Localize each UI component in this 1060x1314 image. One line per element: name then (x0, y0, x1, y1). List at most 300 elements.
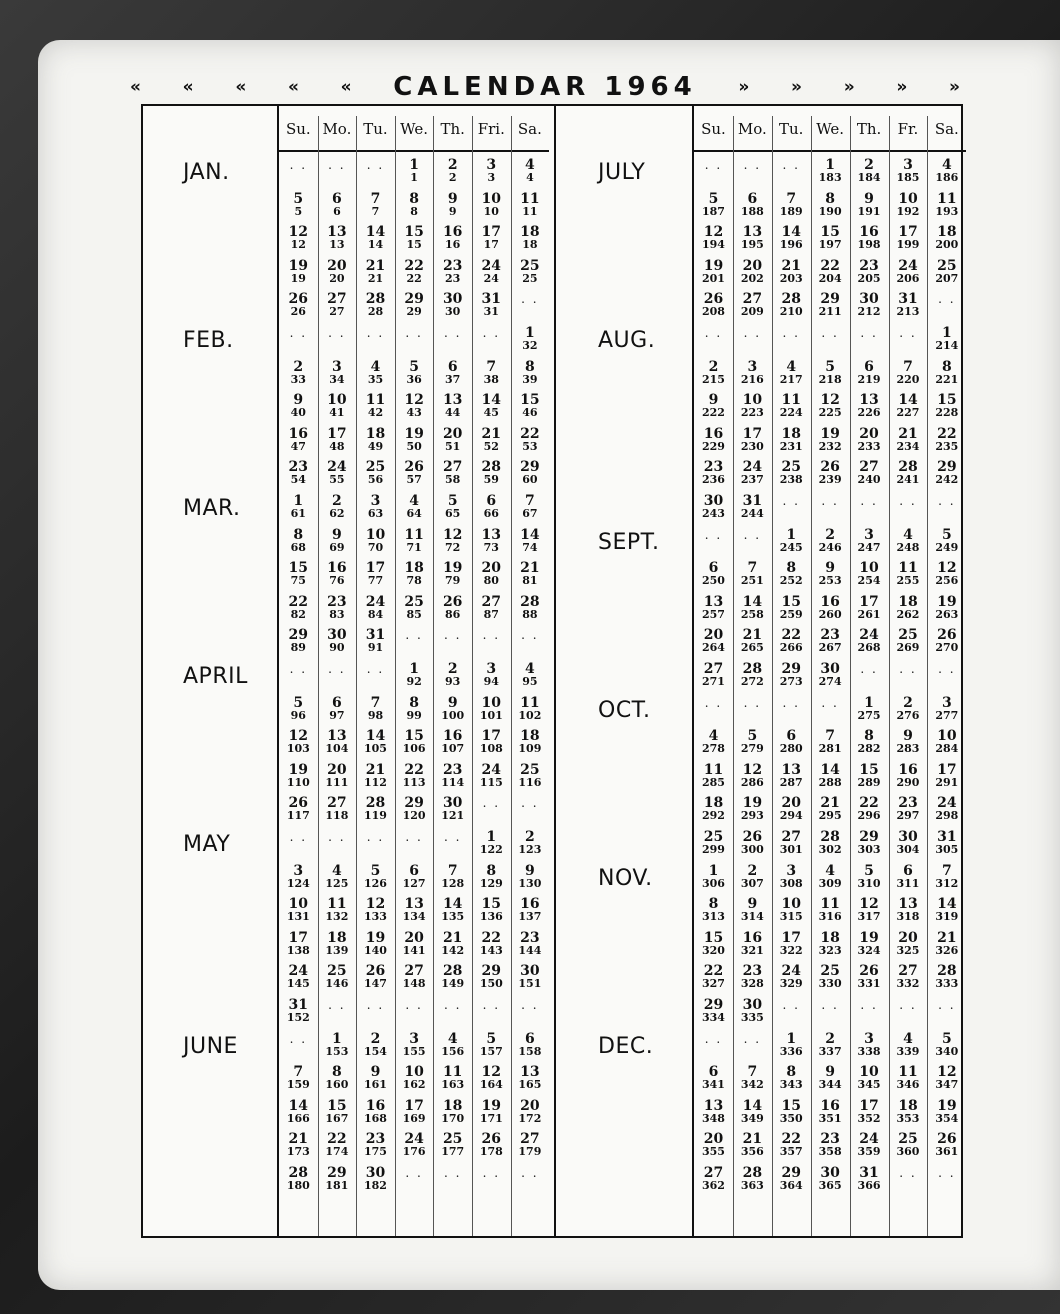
day-number: 7 (293, 1064, 304, 1081)
day-number: 28 (288, 1165, 309, 1181)
day-number: 4 (903, 1030, 913, 1047)
day-number: 31 (898, 291, 918, 308)
day-of-year-number: 224 (779, 406, 803, 420)
day-of-year-number: 267 (818, 641, 842, 655)
calendar-day-cell (694, 998, 733, 1024)
day-of-year-number: 59 (483, 473, 499, 487)
day-number: 6 (786, 728, 797, 745)
calendar-day-cell (356, 393, 395, 419)
day-number: 26 (859, 963, 879, 980)
calendar-day-cell (889, 696, 928, 722)
calendar-day-cell (279, 427, 318, 453)
day-number: 16 (442, 728, 463, 745)
day-number: 3 (486, 157, 497, 173)
calendar-title: CALENDAR 1964 (393, 72, 697, 102)
day-of-year-number: 64 (406, 507, 422, 520)
calendar-day-cell (511, 259, 550, 285)
empty-day-placeholder: . . (328, 998, 346, 1012)
calendar-day-cell (511, 830, 550, 856)
calendar-day-cell (694, 393, 733, 419)
day-number: 29 (781, 1165, 801, 1181)
day-of-year-number: 273 (779, 675, 803, 688)
day-of-year-number: 309 (818, 876, 842, 890)
day-of-year-number: 118 (325, 809, 349, 823)
calendar-day-cell (850, 494, 889, 508)
calendar-title-bar (130, 70, 960, 104)
calendar-day-cell (395, 360, 434, 386)
day-number: 23 (820, 627, 840, 644)
calendar-day-cell (395, 931, 434, 957)
day-number: 6 (332, 694, 342, 711)
day-of-year-number: 366 (857, 1179, 881, 1192)
day-number: 22 (781, 1131, 801, 1148)
month-name: AUG. (598, 328, 656, 353)
day-number: 19 (937, 1097, 957, 1114)
calendar-day-cell (318, 897, 357, 923)
day-number: 18 (404, 560, 424, 577)
empty-day-placeholder: . . (366, 830, 385, 844)
day-number: 29 (404, 291, 424, 308)
day-number: 17 (404, 1097, 424, 1114)
calendar-day-cell (318, 360, 357, 386)
calendar-day-cell (733, 830, 772, 856)
day-number: 25 (781, 459, 801, 476)
right-chevron-mark: » (791, 77, 803, 97)
day-of-year-number: 260 (818, 607, 842, 621)
day-number: 5 (409, 358, 419, 375)
day-number: 18 (442, 1097, 463, 1114)
day-number: 2 (447, 661, 458, 677)
day-number: 3 (941, 694, 952, 711)
day-of-year-number: 116 (518, 775, 542, 789)
calendar-day-cell (395, 326, 434, 340)
calendar-day-cell (472, 1099, 511, 1125)
calendar-day-cell (395, 192, 434, 218)
day-of-year-number: 340 (935, 1044, 959, 1058)
calendar-day-cell (694, 460, 733, 486)
calendar-day-cell (472, 998, 511, 1012)
day-of-year-number: 40 (290, 406, 306, 420)
right-chevron-mark: » (949, 77, 960, 97)
calendar-day-cell (279, 662, 318, 676)
day-number: 29 (404, 795, 424, 812)
day-of-year-number: 167 (325, 1111, 349, 1125)
day-of-year-number: 313 (701, 910, 725, 924)
calendar-day-cell (511, 897, 550, 923)
calendar-day-cell (772, 964, 811, 990)
day-of-year-number: 84 (367, 607, 384, 621)
day-number: 3 (293, 862, 304, 879)
calendar-day-cell (927, 864, 966, 890)
day-of-year-number: 326 (935, 943, 959, 957)
calendar-day-cell (511, 1065, 550, 1091)
calendar-day-cell (850, 628, 889, 654)
calendar-day-cell (395, 729, 434, 755)
empty-day-placeholder: . . (328, 830, 346, 844)
empty-day-placeholder: . . (405, 326, 423, 340)
day-number: 10 (742, 392, 763, 409)
day-number: 27 (442, 459, 463, 476)
calendar-day-cell (356, 460, 395, 486)
day-number: 17 (781, 929, 801, 946)
calendar-day-cell (850, 662, 889, 676)
calendar-day-cell (850, 864, 889, 890)
calendar-day-cell (733, 897, 772, 923)
day-of-year-number: 148 (402, 977, 426, 991)
empty-day-placeholder: . . (938, 1166, 956, 1180)
empty-day-placeholder: . . (821, 998, 839, 1012)
day-number: 5 (293, 190, 304, 207)
day-number: 6 (409, 862, 419, 879)
day-of-year-number: 124 (286, 876, 310, 890)
day-number: 5 (941, 526, 952, 543)
day-number: 25 (404, 593, 424, 610)
day-of-year-number: 139 (325, 943, 349, 957)
calendar-day-cell (356, 998, 395, 1012)
calendar-day-cell (318, 595, 357, 621)
day-number: 15 (520, 392, 540, 409)
calendar-day-cell (927, 225, 966, 251)
day-of-year-number: 168 (364, 1111, 387, 1125)
day-number: 24 (937, 795, 957, 812)
day-number: 3 (864, 1030, 874, 1047)
day-of-year-number: 269 (896, 641, 920, 655)
calendar-day-cell (356, 964, 395, 990)
day-of-year-number: 182 (364, 1179, 387, 1192)
day-number: 10 (365, 526, 386, 543)
calendar-day-cell (279, 460, 318, 486)
day-of-year-number: 44 (445, 406, 461, 420)
day-of-year-number: 18 (522, 238, 538, 252)
day-number: 29 (703, 997, 724, 1013)
calendar-day-cell (433, 460, 472, 486)
calendar-day-cell (694, 595, 733, 621)
day-number: 26 (820, 459, 840, 476)
calendar-day-cell (733, 662, 772, 688)
calendar-day-cell (927, 158, 966, 184)
calendar-day-cell (356, 1132, 395, 1158)
day-of-year-number: 134 (402, 910, 426, 924)
day-number: 17 (481, 728, 502, 745)
calendar-day-cell (927, 360, 966, 386)
calendar-day-cell (733, 326, 772, 340)
day-of-year-number: 50 (406, 439, 422, 453)
day-number: 6 (903, 862, 913, 879)
calendar-day-cell (433, 393, 472, 419)
calendar-day-cell (395, 225, 434, 251)
left-chevron-mark: « (130, 77, 141, 97)
calendar-day-cell (433, 1166, 472, 1180)
calendar-day-cell (318, 292, 357, 318)
calendar-day-cell (889, 1065, 928, 1091)
weekday-header: Th. (440, 120, 465, 138)
day-number: 19 (820, 425, 840, 442)
calendar-day-cell (279, 628, 318, 654)
day-of-year-number: 131 (286, 910, 310, 924)
calendar-day-cell (511, 1032, 550, 1058)
day-of-year-number: 86 (445, 607, 461, 621)
calendar-day-cell (772, 662, 811, 688)
day-number: 9 (903, 728, 913, 745)
right-chevron-mark: » (896, 77, 908, 97)
day-of-year-number: 145 (286, 977, 310, 991)
day-of-year-number: 152 (286, 1011, 310, 1024)
calendar-day-cell (889, 1132, 928, 1158)
day-of-year-number: 99 (406, 708, 422, 722)
day-of-year-number: 72 (445, 540, 461, 554)
day-number: 2 (864, 157, 874, 173)
day-of-year-number: 352 (857, 1111, 881, 1125)
calendar-day-cell (927, 998, 966, 1012)
calendar-day-cell (927, 830, 966, 856)
calendar-day-cell (356, 796, 395, 822)
day-number: 7 (370, 190, 381, 207)
day-of-year-number: 45 (483, 406, 499, 420)
calendar-day-cell (395, 1065, 434, 1091)
calendar-day-cell (772, 796, 811, 822)
day-of-year-number: 133 (364, 910, 387, 924)
calendar-day-cell (733, 561, 772, 587)
calendar-day-cell (395, 628, 434, 642)
calendar-day-cell (511, 864, 550, 890)
day-of-year-number: 125 (325, 876, 349, 890)
calendar-day-cell (356, 528, 395, 554)
day-of-year-number: 92 (406, 675, 422, 688)
day-number: 15 (859, 761, 879, 778)
day-of-year-number: 41 (329, 406, 345, 420)
day-of-year-number: 28 (367, 305, 384, 319)
calendar-day-cell (318, 830, 357, 844)
calendar-day-cell (433, 897, 472, 923)
day-of-year-number: 47 (290, 439, 306, 453)
day-number: 31 (859, 1165, 879, 1181)
day-number: 10 (288, 896, 309, 913)
calendar-day-cell (356, 696, 395, 722)
day-of-year-number: 88 (522, 607, 538, 621)
day-number: 29 (781, 661, 801, 677)
day-number: 25 (937, 257, 957, 274)
calendar-day-cell (850, 528, 889, 554)
day-number: 4 (786, 358, 797, 375)
calendar-day-cell (395, 427, 434, 453)
calendar-day-cell (694, 628, 733, 654)
calendar-day-cell (395, 393, 434, 419)
empty-day-placeholder: . . (521, 1166, 539, 1180)
day-number: 18 (703, 795, 724, 812)
day-number: 18 (781, 425, 801, 442)
calendar-day-cell (811, 662, 850, 688)
day-of-year-number: 3 (487, 171, 496, 184)
calendar-day-cell (395, 998, 434, 1012)
calendar-day-cell (772, 225, 811, 251)
day-of-year-number: 104 (325, 742, 349, 756)
day-number: 22 (327, 1131, 347, 1148)
day-of-year-number: 216 (740, 372, 764, 386)
day-of-year-number: 29 (406, 305, 422, 319)
calendar-day-cell (733, 494, 772, 520)
right-chevron-mark: » (843, 77, 855, 97)
day-number: 5 (447, 493, 458, 509)
calendar-day-cell (511, 528, 550, 554)
day-number: 29 (481, 963, 502, 980)
day-number: 23 (442, 761, 463, 778)
day-number: 15 (327, 1097, 347, 1114)
day-of-year-number: 73 (483, 540, 499, 554)
day-of-year-number: 257 (701, 607, 725, 621)
calendar-day-cell (318, 964, 357, 990)
day-number: 26 (937, 1131, 957, 1148)
day-of-year-number: 268 (857, 641, 881, 655)
day-number: 16 (442, 224, 463, 241)
day-of-year-number: 239 (818, 473, 842, 487)
day-of-year-number: 325 (896, 943, 920, 957)
day-of-year-number: 165 (518, 1078, 542, 1092)
day-number: 26 (365, 963, 386, 980)
day-of-year-number: 188 (740, 204, 764, 218)
empty-day-placeholder: . . (521, 998, 539, 1012)
calendar-day-cell (318, 326, 357, 340)
left-chevron-mark: « (235, 77, 247, 97)
day-number: 22 (481, 929, 502, 946)
day-of-year-number: 21 (367, 271, 384, 285)
day-of-year-number: 221 (935, 372, 959, 386)
day-of-year-number: 81 (522, 574, 538, 588)
calendar-day-cell (356, 763, 395, 789)
day-number: 8 (786, 1064, 797, 1081)
day-of-year-number: 272 (740, 675, 764, 688)
day-number: 24 (859, 1131, 879, 1148)
day-of-year-number: 238 (779, 473, 803, 487)
day-of-year-number: 282 (857, 742, 881, 756)
day-of-year-number: 305 (935, 843, 959, 856)
calendar-day-cell (511, 427, 550, 453)
calendar-day-cell (433, 964, 472, 990)
calendar-day-cell (356, 192, 395, 218)
calendar-day-cell (318, 158, 357, 172)
calendar-day-cell (733, 225, 772, 251)
day-of-year-number: 229 (701, 439, 725, 453)
months-jan-jun (143, 106, 554, 1236)
day-number: 26 (404, 459, 424, 476)
day-number: 16 (898, 761, 918, 778)
day-of-year-number: 135 (441, 910, 465, 924)
day-of-year-number: 265 (740, 641, 764, 655)
day-of-year-number: 187 (701, 204, 725, 218)
calendar-day-cell (772, 763, 811, 789)
day-number: 14 (288, 1097, 309, 1114)
calendar-day-cell (772, 897, 811, 923)
day-of-year-number: 223 (740, 406, 764, 420)
day-number: 1 (525, 325, 535, 341)
day-number: 12 (859, 896, 879, 913)
calendar-day-cell (472, 628, 511, 642)
day-of-year-number: 66 (483, 507, 499, 520)
month-name: OCT. (598, 697, 651, 723)
day-number: 1 (486, 829, 497, 845)
day-of-year-number: 175 (364, 1145, 387, 1159)
calendar-day-cell (889, 460, 928, 486)
day-number: 27 (327, 795, 347, 812)
day-of-year-number: 318 (896, 910, 920, 924)
calendar-day-cell (511, 460, 550, 486)
calendar-day-cell (356, 1032, 395, 1058)
calendar-day-cell (279, 696, 318, 722)
day-number: 16 (327, 560, 347, 577)
day-of-year-number: 98 (367, 708, 384, 722)
calendar-day-cell (733, 595, 772, 621)
day-of-year-number: 225 (818, 406, 842, 420)
day-number: 17 (937, 761, 957, 778)
calendar-day-cell (694, 696, 733, 710)
day-of-year-number: 354 (935, 1111, 959, 1125)
day-number: 2 (747, 862, 758, 879)
day-of-year-number: 35 (367, 372, 384, 386)
day-of-year-number: 295 (818, 809, 842, 823)
day-of-year-number: 256 (935, 574, 959, 588)
calendar-day-cell (318, 1166, 357, 1192)
day-number: 12 (820, 392, 840, 409)
day-number: 3 (409, 1030, 419, 1047)
calendar-day-cell (511, 662, 550, 688)
day-of-year-number: 164 (479, 1078, 503, 1092)
day-of-year-number: 128 (441, 876, 465, 890)
calendar-day-cell (511, 1166, 550, 1180)
day-number: 17 (288, 929, 309, 946)
day-number: 10 (937, 728, 957, 745)
calendar-day-cell (279, 864, 318, 890)
calendar-day-cell (850, 1132, 889, 1158)
day-of-year-number: 174 (325, 1145, 349, 1159)
day-of-year-number: 335 (740, 1011, 764, 1024)
empty-day-placeholder: . . (704, 158, 723, 172)
calendar-day-cell (850, 460, 889, 486)
day-number: 19 (404, 425, 424, 442)
day-number: 4 (525, 661, 535, 677)
day-of-year-number: 55 (329, 473, 345, 487)
day-number: 7 (825, 728, 835, 745)
day-of-year-number: 181 (325, 1179, 349, 1192)
calendar-day-cell (511, 696, 550, 722)
calendar-frame (141, 104, 963, 1238)
day-number: 13 (404, 896, 424, 913)
calendar-day-cell (433, 662, 472, 688)
calendar-day-cell (395, 259, 434, 285)
day-number: 7 (370, 694, 381, 711)
calendar-day-cell (318, 763, 357, 789)
day-of-year-number: 328 (740, 977, 764, 991)
day-number: 12 (288, 728, 309, 745)
day-of-year-number: 173 (286, 1145, 310, 1159)
calendar-day-cell (733, 393, 772, 419)
day-number: 13 (327, 224, 347, 241)
calendar-day-cell (279, 259, 318, 285)
day-of-year-number: 19 (290, 271, 306, 285)
day-number: 7 (941, 862, 952, 879)
calendar-day-cell (318, 427, 357, 453)
day-of-year-number: 319 (935, 910, 959, 924)
day-number: 9 (332, 526, 342, 543)
day-number: 9 (708, 392, 719, 409)
empty-day-placeholder: . . (366, 662, 385, 676)
day-number: 13 (703, 1097, 724, 1114)
calendar-day-cell (850, 729, 889, 755)
calendar-day-cell (279, 158, 318, 172)
day-of-year-number: 226 (857, 406, 881, 420)
day-of-year-number: 117 (286, 809, 310, 823)
day-of-year-number: 158 (518, 1044, 542, 1058)
day-number: 29 (288, 627, 309, 644)
day-number: 10 (898, 190, 918, 207)
